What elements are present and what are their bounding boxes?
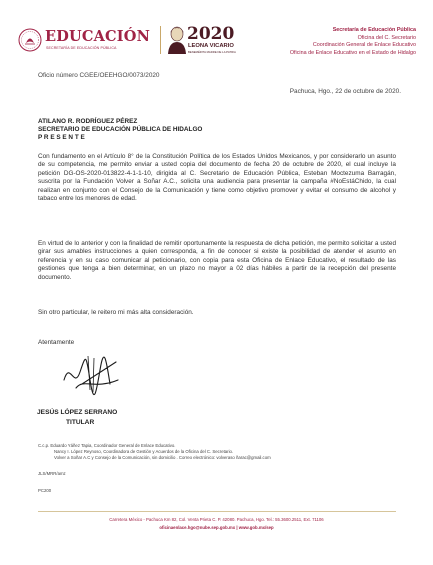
dept-line-1: Secretaría de Educación Pública bbox=[332, 27, 416, 33]
ccp-line-2: Nancy I. López Reynoso, Coordinadora de Gestión y Acuerdos de la Oficina del C. Secretario. bbox=[54, 448, 234, 454]
sep-logo bbox=[18, 28, 160, 54]
paragraph-3: Sin otro particular, le reitero mi más alta consideración. bbox=[38, 309, 194, 316]
recipient-block bbox=[38, 118, 202, 143]
ccp-block bbox=[38, 443, 271, 461]
sep-wordmark: EDUCACIÓN bbox=[45, 28, 151, 45]
ccp-line-3: Volver a Soñar A.C y Consejo de la Comunicación, sin domicilio . Correo electrónico: volveraso ñarac@gmail.com bbox=[54, 454, 271, 460]
closing-atentamente: Atentamente bbox=[38, 339, 75, 346]
paragraph-1: Con fundamento en el Artículo 8° de la Constitución Política de los Estados Unidos Mexicanos, y por considerarlo un asunto de su competencia, me permito enviar a usted copia del documento de fecha 20 de octubre de 2020, el cual incluye la petición DG-OS-2020-013822-4-1-1-10, dirigida al C. Secretario de Educación Pública, Esteban Moctezuma Barragán, suscrita por la Fundación Volver a Soñar A.C., solicita una audiencia para presentar la campaña #NoEstáChido, la cual realizan en conjunto con el Consejo de la Comunicación y tiene como objetivo promover y evitar el consumo de alcohol y tabaco entre los menores de edad. bbox=[38, 153, 396, 203]
signer-title: TITULAR bbox=[66, 418, 95, 426]
initials: JLS/MRR/amz bbox=[38, 471, 66, 476]
department-block bbox=[290, 27, 416, 57]
signer-name: JESÚS LÓPEZ SERRANO bbox=[37, 409, 118, 416]
dept-line-4: Oficina de Enlace Educativo en el Estado de Hidalgo bbox=[289, 49, 416, 56]
footer-divider bbox=[38, 511, 396, 512]
dept-line-2: Oficina del C. Secretario bbox=[357, 34, 416, 41]
ccp-line-1: C.c.p. Eduardo Yáñez Tapia, Coordinador General de Enlace Educativo. bbox=[38, 443, 176, 448]
leona-vicario-tagline: BENEMÉRITA MADRE DE LA PATRIA bbox=[188, 50, 236, 54]
recipient-position: SECRETARIO DE EDUCACIÓN PÚBLICA DE HIDALGO bbox=[38, 126, 203, 134]
footer-contact: oficinaenlace.hgo@nube.sep.gob.mx | www.gob.mx/sep bbox=[159, 525, 274, 530]
recipient-presente: P R E S E N T E bbox=[38, 134, 85, 142]
handwritten-signature bbox=[60, 350, 122, 396]
signer-block bbox=[37, 408, 117, 427]
pc-code: PC200 bbox=[38, 488, 52, 493]
leona-vicario-2020-logo bbox=[165, 24, 245, 56]
oficio-number: Oficio número CGEE/OEEHGO/0073/2020 bbox=[38, 72, 160, 79]
sep-subtitle: SECRETARÍA DE EDUCACIÓN PÚBLICA bbox=[46, 46, 117, 50]
recipient-name: ATILANO R. RODRÍGUEZ PÉREZ bbox=[38, 118, 138, 125]
eagle-seal-icon bbox=[18, 28, 42, 52]
leona-vicario-portrait-icon bbox=[165, 24, 189, 54]
footer-address: Carretera México - Pachuca Km 82, Col. Venta Prieta C. P. 42080. Pachuca, Hgo. Tel.: 55.3600.2511, Ext. 71106 bbox=[109, 517, 324, 522]
year-2020: 2020 bbox=[187, 24, 235, 44]
letterhead bbox=[18, 22, 416, 58]
leona-vicario-name: LEONA VICARIO bbox=[188, 43, 234, 49]
paragraph-2: En virtud de lo anterior y con la finalidad de remitir oportunamente la respuesta de dicha petición, me permito solicitar a usted girar sus amables instrucciones a quien corresponda, a fin de conocer si existe la posibilidad de atender el asunto en referencia y en su caso comunicar al peticionario, con copia para esta Oficina de Enlace Educativo, el resultado de las gestiones que tenga a bien determinar, en un plazo no mayor a 02 días hábiles a partir de la recepción del presente documento. bbox=[38, 240, 396, 281]
dept-line-3: Coordinación General de Enlace Educativo bbox=[312, 42, 416, 49]
logo-divider bbox=[160, 26, 161, 54]
place-date: Pachuca, Hgo., 22 de octubre de 2020. bbox=[289, 88, 401, 95]
